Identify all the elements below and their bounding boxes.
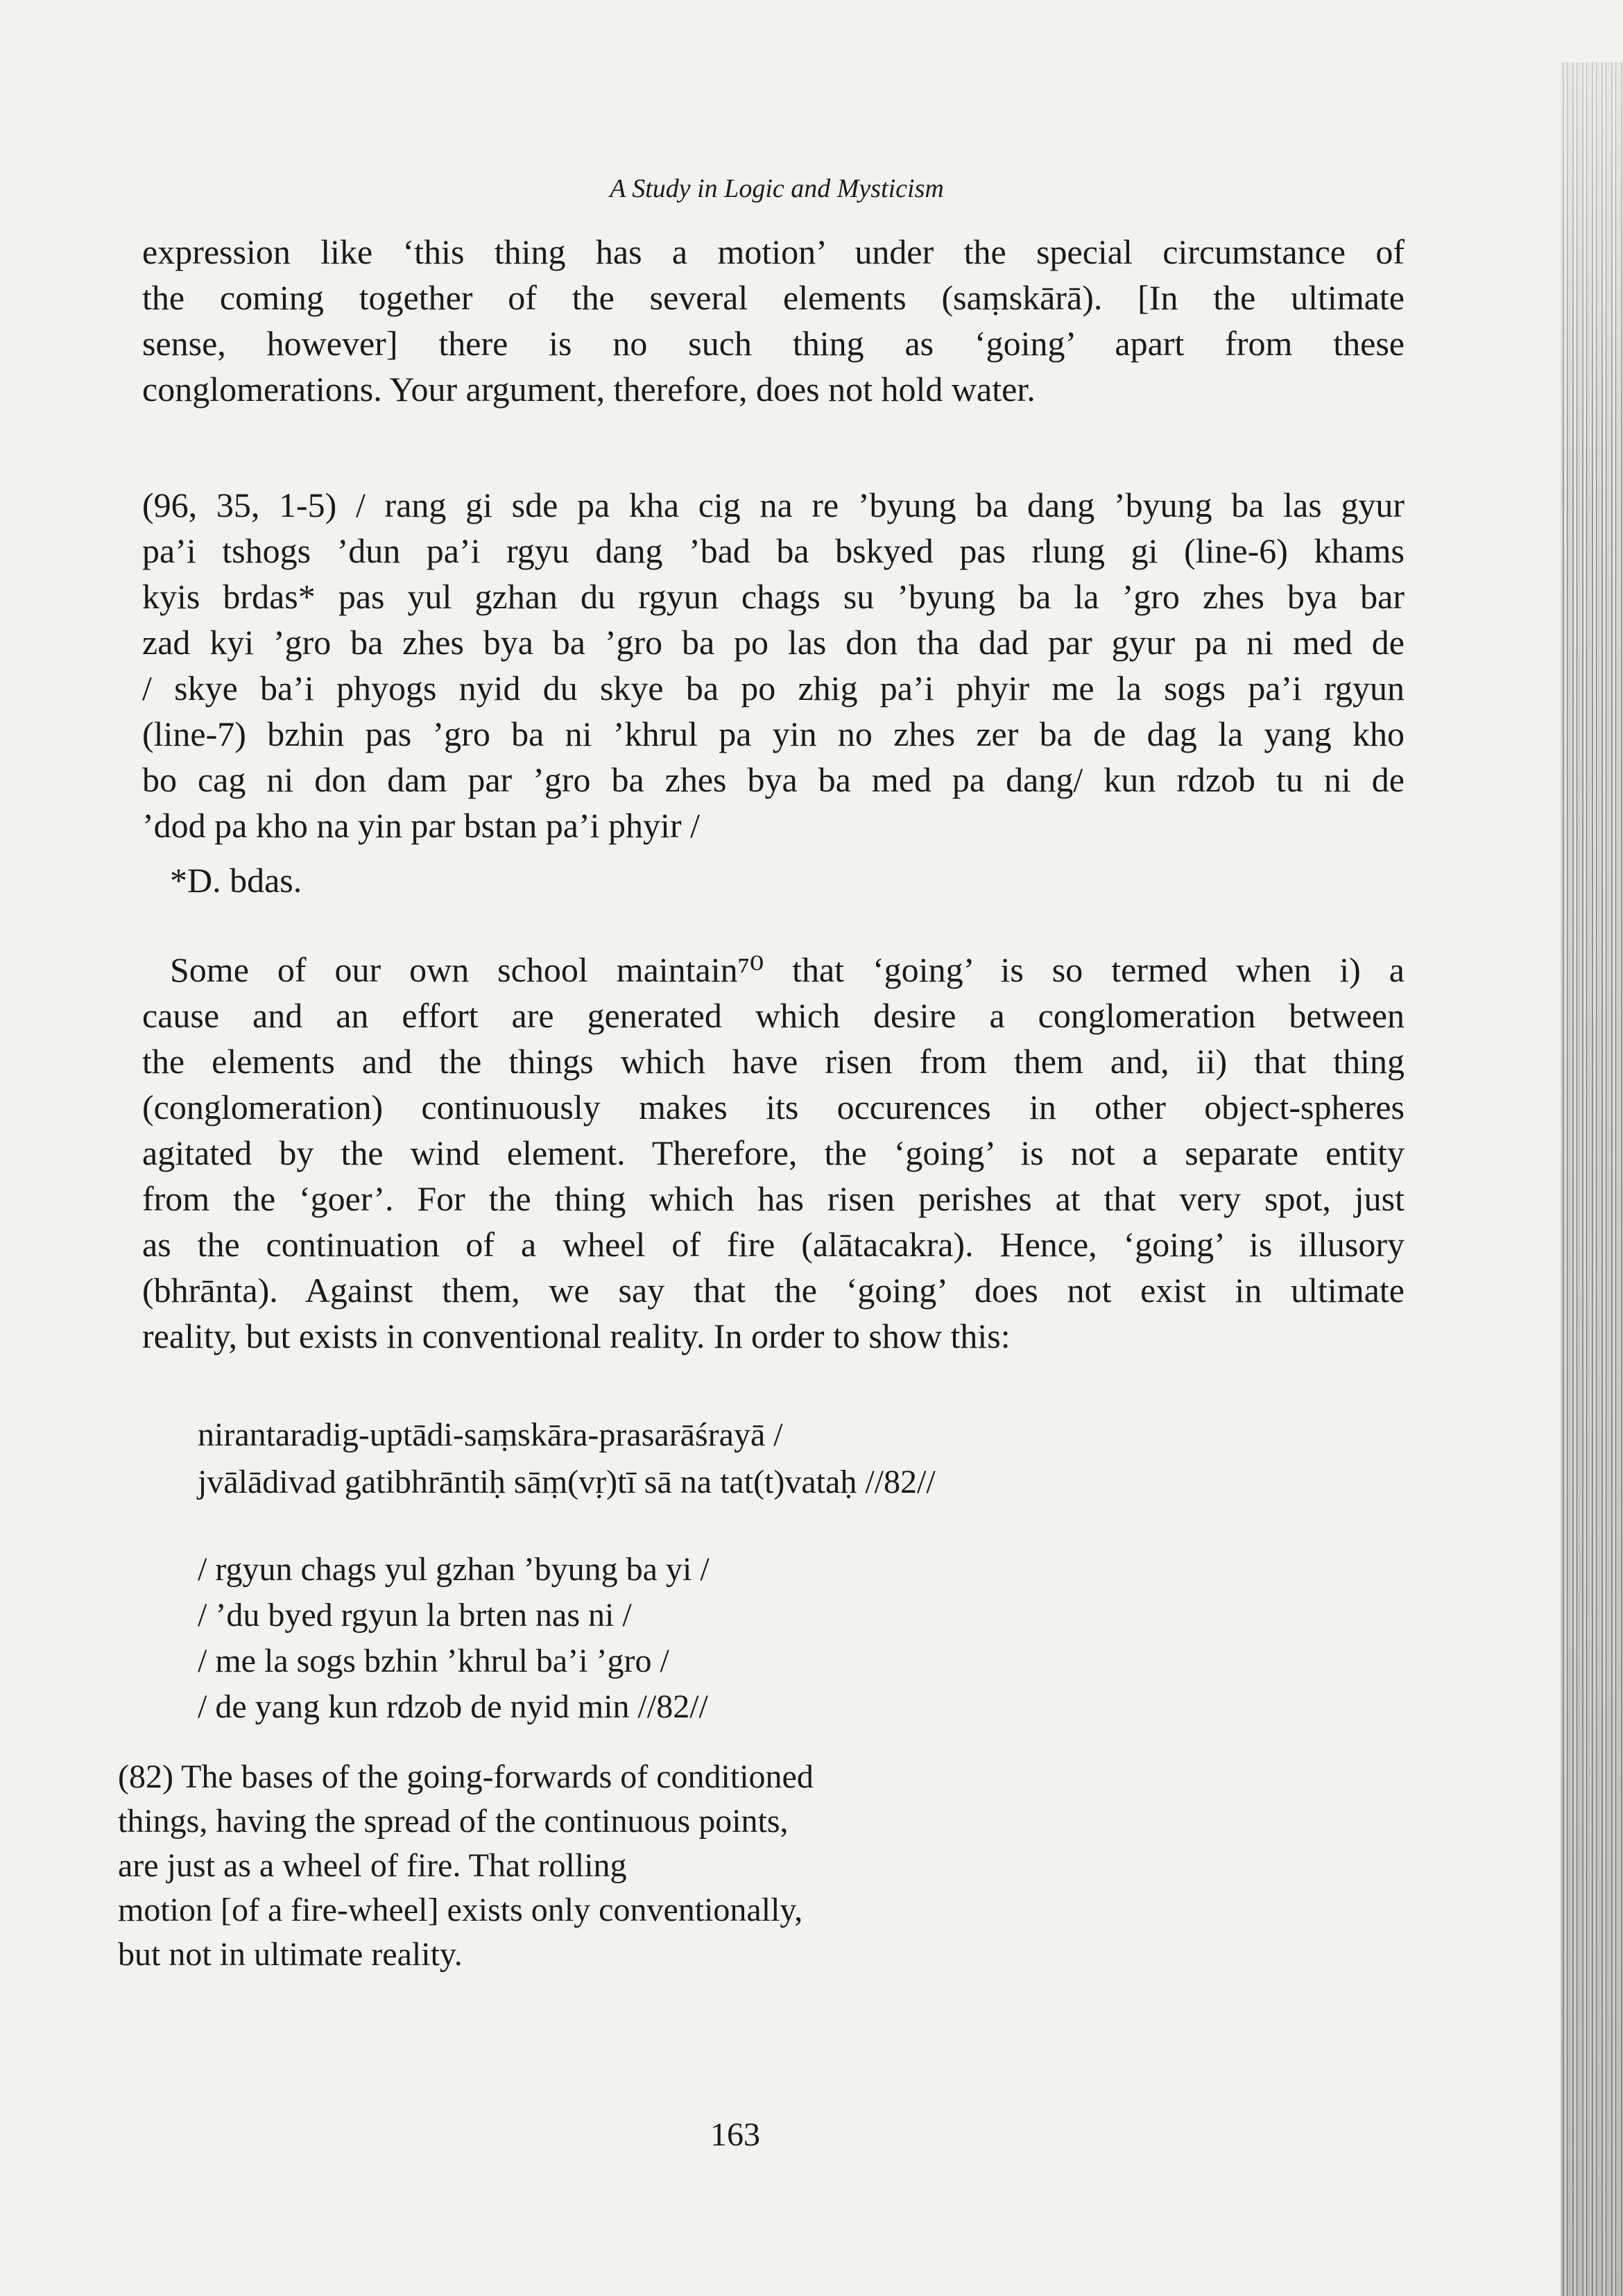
verse-line: / de yang kun rdzob de nyid min //82// (198, 1688, 708, 1725)
translation-line: (82) The bases of the going-forwards of conditioned (118, 1758, 814, 1795)
translation-line: things, having the spread of the continuous points, (118, 1803, 789, 1840)
text-line: kyis brdas* pas yul gzhan du rgyun chags su ’byung ba la ’gro zhes bya bar (142, 577, 1405, 616)
text-line: (conglomeration) continuously makes its occurences in other object-spheres (142, 1088, 1405, 1126)
text-line: / skye ba’i phyogs nyid du skye ba po zhig pa’i phyir me la sogs pa’i rgyun (142, 669, 1405, 708)
verse-line: / me la sogs bzhin ’khrul ba’i ’gro / (198, 1643, 669, 1679)
paragraph-1 (142, 229, 1405, 412)
binding-edge (1561, 62, 1623, 2296)
tibetan-verse (198, 1547, 710, 1730)
verse-line: / ’du byed rgyun la brten nas ni / (198, 1597, 632, 1634)
translation-line: are just as a wheel of fire. That rolling (118, 1847, 627, 1884)
text-line: zad kyi ’gro ba zhes bya ba ’gro ba po las don tha dad par gyur pa ni med de (142, 623, 1405, 662)
page-number: 163 (710, 2116, 760, 2153)
paragraph-3 (142, 947, 1405, 1359)
translation-line: but not in ultimate reality. (118, 1936, 463, 1973)
text-line: agitated by the wind element. Therefore, the ‘going’ is not a separate entity (142, 1133, 1405, 1172)
text-line: expression like ‘this thing has a motion’ under the special circumstance of (142, 232, 1405, 271)
running-head: A Study in Logic and Mysticism (610, 174, 944, 203)
verse-line: nirantaradig-uptādi-saṃskāra-prasarāśrayā / (198, 1416, 783, 1453)
verse-translation (118, 1755, 814, 1977)
verse-line: / rgyun chags yul gzhan ’byung ba yi / (198, 1551, 710, 1588)
text-line: the elements and the things which have risen from them and, ii) that thing (142, 1042, 1405, 1081)
text-line: cause and an effort are generated which desire a conglomeration between (142, 996, 1405, 1035)
text-line: (bhrānta). Against them, we say that the ‘going’ does not exist in ultimate (142, 1271, 1405, 1310)
verse-line: jvālādivad gatibhrāntiḥ sāṃ(vṛ)tī sā na tat(t)vataḥ //82// (198, 1464, 936, 1500)
text-line: as the continuation of a wheel of fire (alātacakra). Hence, ‘going’ is illusory (142, 1225, 1405, 1264)
text-line: pa’i tshogs ’dun pa’i rgyu dang ’bad ba bskyed pas rlung gi (line-6) khams (142, 531, 1405, 570)
text-line: from the ‘goer’. For the thing which has risen perishes at that very spot, just (142, 1179, 1405, 1218)
text-line: (line-7) bzhin pas ’gro ba ni ’khrul pa yin no zhes zer ba de dag la yang kho (142, 714, 1405, 753)
text-line: the coming together of the several elements (saṃskārā). [In the ultimate (142, 278, 1405, 317)
text-line: bo cag ni don dam par ’gro ba zhes bya ba med pa dang/ kun rdzob tu ni de (142, 760, 1405, 799)
text-line: ’dod pa kho na yin par bstan pa’i phyir / (142, 806, 700, 845)
text-line: conglomerations. Your argument, therefore, does not hold water. (142, 370, 1036, 409)
tibetan-passage (142, 482, 1405, 848)
sanskrit-verse (198, 1412, 936, 1506)
text-line: reality, but exists in conventional reality. In order to show this: (142, 1317, 1011, 1355)
footnote: *D. bdas. (170, 861, 302, 900)
text-line: Some of our own school maintain⁷⁰ that ‘going’ is so termed when i) a (170, 950, 1405, 989)
text-line: (96, 35, 1-5) / rang gi sde pa kha cig na re ’byung ba dang ’byung ba las gyur (142, 486, 1405, 524)
translation-line: motion [of a fire-wheel] exists only conventionally, (118, 1892, 803, 1928)
text-line: sense, however] there is no such thing as ‘going’ apart from these (142, 324, 1405, 363)
